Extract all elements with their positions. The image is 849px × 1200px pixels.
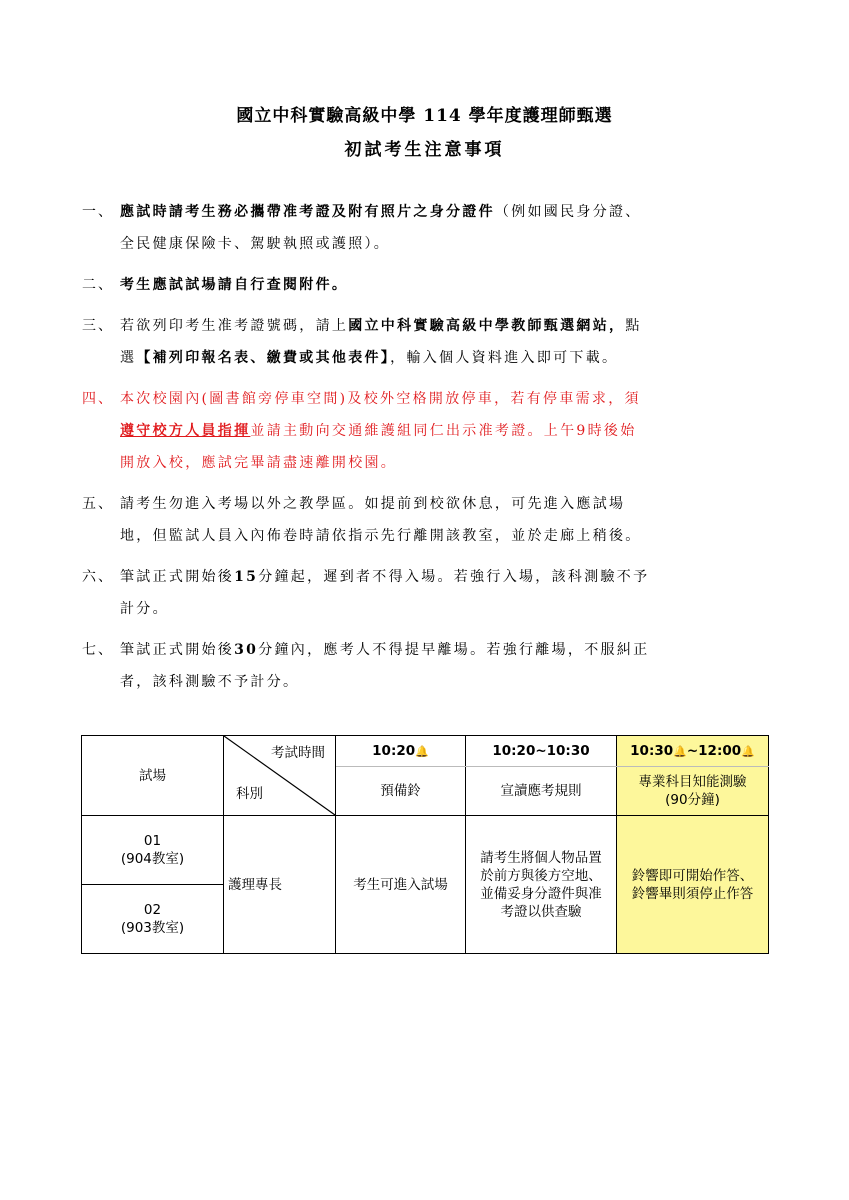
item-text: 開放入校，應試完畢請盡速離開校園。 [120, 455, 398, 471]
item-text: ，輸入個人資料進入即可下載。 [390, 350, 619, 366]
item-text: 請考生勿進入考場以外之教學區。如提前到校欲休息，可先進入應試場 [120, 496, 626, 512]
notice-item-4 [82, 383, 772, 479]
item-number: 七、 [82, 642, 114, 658]
time-subject-header [224, 736, 336, 816]
minutes-value: 15 [234, 569, 259, 585]
document-title: 國立中科實驗高級中學 114 學年度護理師甄選 [236, 106, 613, 126]
item-text: 若欲列印考生准考證號碼，請上 [120, 318, 349, 334]
item-number: 六、 [82, 569, 114, 585]
notice-item-6 [82, 561, 772, 625]
slot1-label: 預備鈴 [336, 767, 466, 816]
exam-schedule-table [81, 735, 769, 954]
item-number: 一、 [82, 204, 114, 220]
item-text: （例如國民身分證、 [494, 204, 642, 220]
item-text: 筆試正式開始後 [120, 569, 235, 585]
item-text: 選 [120, 350, 137, 366]
item-text: 分鐘內，應考人不得提早離場。若強行離場，不服糾正 [258, 642, 650, 658]
document-subtitle: 初試考生注意事項 [344, 140, 505, 160]
item-text: 本次校園內(圖書館旁停車空間)及校外空格開放停車，若有停車需求，須 [120, 391, 641, 407]
time-header: 考試時間 [271, 745, 325, 761]
slot1-body: 考生可進入試場 [336, 816, 466, 954]
slot3-body: 鈴響即可開始作答、 鈴響畢則須停止作答 [617, 816, 769, 954]
bell-icon: 🔔 [673, 744, 687, 758]
room-01: 01 (904教室) [82, 816, 224, 885]
bell-icon: 🔔 [415, 744, 429, 758]
item-text-emphasis: 遵守校方人員指揮 [120, 423, 251, 439]
item-number: 二、 [82, 277, 114, 293]
bell-icon: 🔔 [741, 744, 755, 758]
item-number: 五、 [82, 496, 114, 512]
slot3-time: 10:30🔔~12:00🔔 [617, 736, 769, 767]
room-02: 02 (903教室) [82, 885, 224, 954]
item-text: 地，但監試人員入內佈卷時請依指示先行離開該教室，並於走廊上稍後。 [120, 528, 642, 544]
menu-path: 【補列印報名表、繳費或其他表件】 [136, 350, 391, 366]
item-number: 三、 [82, 318, 114, 334]
slot2-body: 請考生將個人物品置 於前方與後方空地、 並備妥身分證件與准 考證以供查驗 [466, 816, 617, 954]
item-text-bold: 考生應試試場請自行查閱附件。 [120, 277, 349, 293]
venue-header: 試場 [82, 736, 224, 816]
item-text: 全民健康保險卡、駕駛執照或護照）。 [120, 236, 391, 252]
notice-item-1 [82, 196, 772, 260]
minutes-value: 30 [234, 642, 259, 658]
item-text: 筆試正式開始後 [120, 642, 235, 658]
item-text: 分鐘起，遲到者不得入場。若強行入場，該科測驗不予 [258, 569, 650, 585]
item-text: 並請主動向交通維護組同仁出示准考證。上午9時後始 [250, 423, 637, 439]
notice-item-3 [82, 310, 772, 374]
item-text: 計分。 [120, 601, 169, 617]
slot2-label: 宣讀應考規則 [466, 767, 617, 816]
notice-item-5 [82, 488, 772, 552]
item-text-bold: 應試時請考生務必攜帶准考證及附有照片之身分證件 [120, 204, 495, 220]
website-name[interactable]: 國立中科實驗高級中學教師甄選網站， [348, 318, 626, 334]
notice-item-2 [82, 269, 772, 301]
subject-header: 科別 [236, 786, 263, 802]
slot1-time: 10:20🔔 [336, 736, 466, 767]
notice-list [82, 196, 772, 707]
item-number: 四、 [82, 391, 114, 407]
slot3-label: 專業科目知能測驗 (90分鐘) [617, 767, 769, 816]
item-text: 者，該科測驗不予計分。 [120, 674, 300, 690]
notice-item-7 [82, 634, 772, 698]
subject-nursing: 護理專長 [224, 816, 336, 954]
item-text: 點 [625, 318, 642, 334]
slot2-time: 10:20~10:30 [466, 736, 617, 767]
